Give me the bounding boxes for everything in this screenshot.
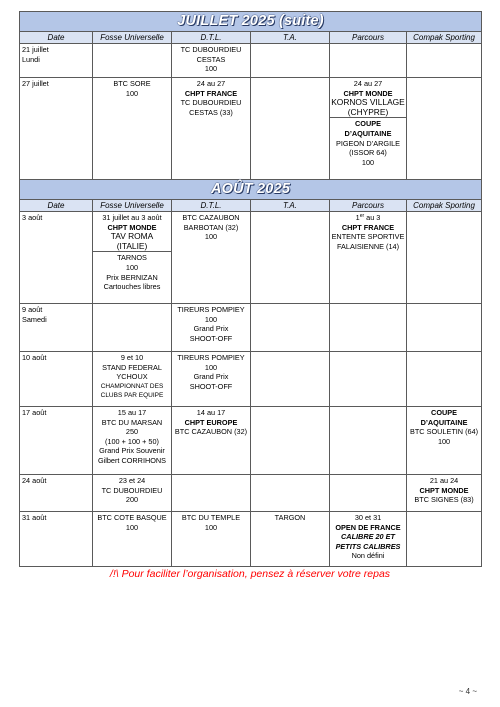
ta-cell: TARGON bbox=[251, 512, 330, 567]
header-fosse: Fosse Universelle bbox=[93, 32, 172, 44]
table-row bbox=[20, 475, 482, 512]
table-row bbox=[20, 44, 482, 78]
fosse-cell: BTC COTE BASQUE 100 bbox=[93, 512, 172, 567]
july-header-row bbox=[20, 32, 482, 44]
date-cell: 21 juillet Lundi bbox=[20, 44, 93, 78]
calendar-table bbox=[19, 11, 482, 567]
august-title: AOÛT 2025 bbox=[20, 180, 482, 200]
header-fosse: Fosse Universelle bbox=[93, 200, 172, 212]
dtl-cell: 24 au 27 CHPT FRANCE TC DUBOURDIEU CESTAS (33) bbox=[172, 78, 251, 180]
compak-cell: 21 au 24 CHPT MONDE BTC SIGNES (83) bbox=[407, 475, 482, 512]
dtl-cell: TIREURS POMPIEY 100 Grand Prix SHOOT-OFF bbox=[172, 304, 251, 352]
parcours-cell: 24 au 27 CHPT MONDE KORNOS VILLAGE (CHYPRE) COUPE D’AQUITAINE PIGEON D’ARGILE (ISSOR 64) 100 bbox=[330, 78, 407, 180]
header-date: Date bbox=[20, 32, 93, 44]
dtl-cell: TC DUBOURDIEU CESTAS 100 bbox=[172, 44, 251, 78]
header-compak: Compak Sporting bbox=[407, 200, 482, 212]
august-banner bbox=[20, 180, 482, 200]
header-compak: Compak Sporting bbox=[407, 32, 482, 44]
dtl-cell: 14 au 17 CHPT EUROPE BTC CAZAUBON (32) bbox=[172, 407, 251, 475]
date-cell: 27 juillet bbox=[20, 78, 93, 180]
fosse-cell: 23 et 24 TC DUBOURDIEU 200 bbox=[93, 475, 172, 512]
fosse-cell: 31 juillet au 3 août CHPT MONDE TAV ROMA (ITALIE) TARNOS 100 Prix BERNIZAN Cartouches libres bbox=[93, 212, 172, 304]
table-row bbox=[20, 512, 482, 567]
date-cell: 10 août bbox=[20, 352, 93, 407]
table-row bbox=[20, 212, 482, 304]
fosse-cell: 9 et 10 STAND FEDERAL YCHOUX CHAMPIONNAT DES CLUBS PAR EQUIPE bbox=[93, 352, 172, 407]
date-cell: 3 août bbox=[20, 212, 93, 304]
page-number: ~ 4 ~ bbox=[458, 687, 477, 696]
august-header-row bbox=[20, 200, 482, 212]
header-dtl: D.T.L. bbox=[172, 32, 251, 44]
parcours-cell: 30 et 31 OPEN DE FRANCE CALIBRE 20 ET PETITS CALIBRES Non défini bbox=[330, 512, 407, 567]
dtl-cell: BTC CAZAUBON BARBOTAN (32) 100 bbox=[172, 212, 251, 304]
date-cell: 31 août bbox=[20, 512, 93, 567]
date-cell: 17 août bbox=[20, 407, 93, 475]
fosse-cell: 15 au 17 BTC DU MARSAN 250 (100 + 100 + 50) Grand Prix Souvenir Gilbert CORRIHONS bbox=[93, 407, 172, 475]
table-row bbox=[20, 304, 482, 352]
fosse-cell: BTC SORE 100 bbox=[93, 78, 172, 180]
table-row bbox=[20, 352, 482, 407]
header-parcours: Parcours bbox=[330, 32, 407, 44]
header-ta: T.A. bbox=[251, 32, 330, 44]
compak-cell: COUPE D’AQUITAINE BTC SOULETIN (64) 100 bbox=[407, 407, 482, 475]
header-date: Date bbox=[20, 200, 93, 212]
july-banner bbox=[20, 12, 482, 32]
calendar-sheet bbox=[19, 11, 481, 567]
header-parcours: Parcours bbox=[330, 200, 407, 212]
header-dtl: D.T.L. bbox=[172, 200, 251, 212]
dtl-cell: TIREURS POMPIEY 100 Grand Prix SHOOT-OFF bbox=[172, 352, 251, 407]
table-row bbox=[20, 78, 482, 180]
dtl-cell: BTC DU TEMPLE 100 bbox=[172, 512, 251, 567]
parcours-cell: 1er au 3 CHPT FRANCE ENTENTE SPORTIVE FALAISIENNE (14) bbox=[330, 212, 407, 304]
date-cell: 9 août Samedi bbox=[20, 304, 93, 352]
reservation-notice: /!\ Pour faciliter l’organisation, pensez à réserver votre repas bbox=[109, 568, 391, 580]
table-row bbox=[20, 407, 482, 475]
july-title: JUILLET 2025 (suite) bbox=[20, 12, 482, 32]
date-cell: 24 août bbox=[20, 475, 93, 512]
header-ta: T.A. bbox=[251, 200, 330, 212]
